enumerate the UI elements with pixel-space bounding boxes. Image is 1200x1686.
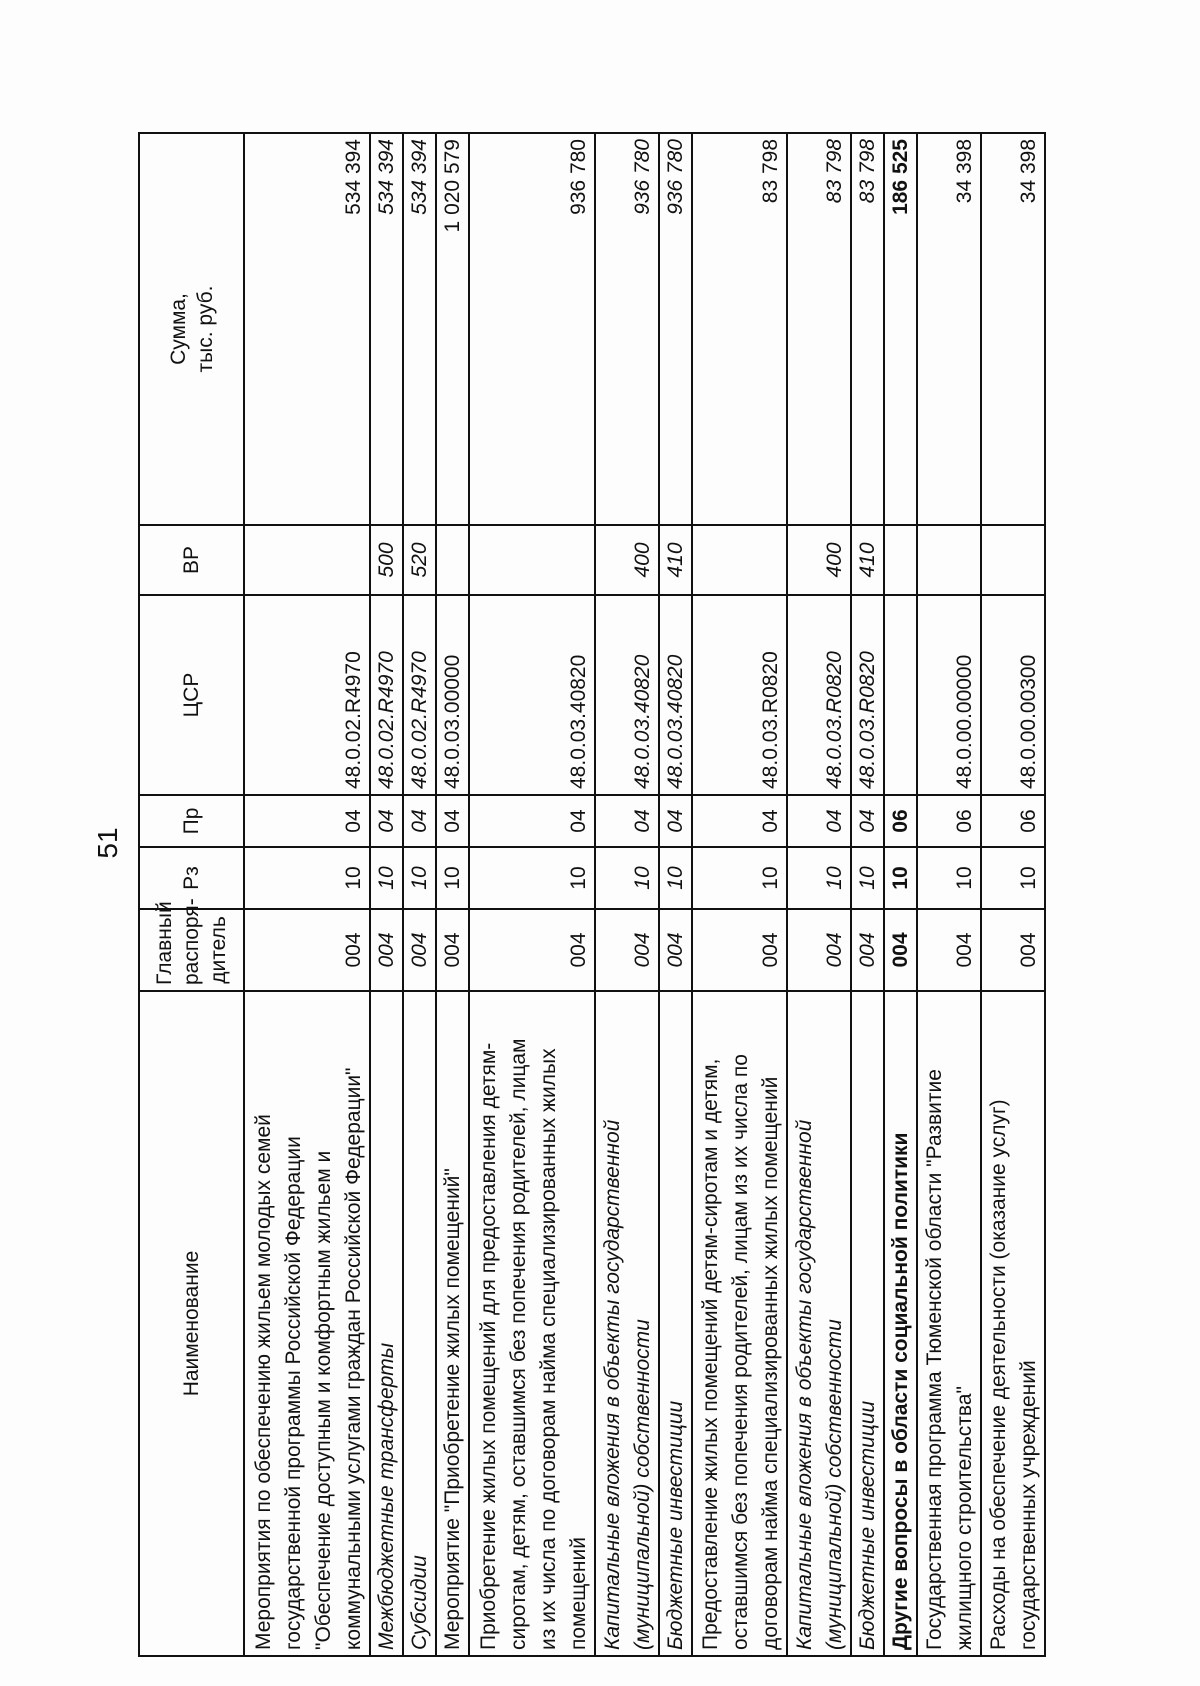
cell-name-line: Мероприятия по обеспечению жильем молодых семей <box>251 1114 275 1650</box>
cell-section: 10 <box>595 847 659 909</box>
cell-name-line: (муниципальной) собственности <box>822 1319 846 1650</box>
cell-target-article <box>884 595 917 795</box>
cell-chief-administrator: 004 <box>595 909 659 991</box>
cell-amount: 534 394 <box>403 133 436 525</box>
cell-expense-type <box>981 525 1045 595</box>
cell-amount: 534 394 <box>370 133 403 525</box>
cell-section: 10 <box>787 847 851 909</box>
cell-subsection: 04 <box>595 795 659 847</box>
cell-expense-type <box>917 525 981 595</box>
cell-section: 10 <box>436 847 469 909</box>
cell-target-article: 48.0.03.R0820 <box>692 595 787 795</box>
header-name <box>139 991 244 1656</box>
table-row <box>917 133 981 1656</box>
cell-subsection: 04 <box>851 795 884 847</box>
cell-name-line: Другие вопросы в области социальной политики <box>888 1132 912 1650</box>
cell-name <box>403 991 436 1656</box>
cell-subsection: 04 <box>436 795 469 847</box>
cell-expense-type: 410 <box>851 525 884 595</box>
cell-expense-type: 520 <box>403 525 436 595</box>
header-gr-line: дитель <box>207 916 230 984</box>
cell-target-article: 48.0.03.00000 <box>436 595 469 795</box>
table-rotated <box>138 134 1046 1657</box>
table-row <box>659 133 692 1656</box>
cell-chief-administrator: 004 <box>917 909 981 991</box>
cell-amount: 83 798 <box>787 133 851 525</box>
cell-chief-administrator: 004 <box>659 909 692 991</box>
header-gr-line: Главный <box>153 901 176 985</box>
cell-target-article: 48.0.03.R0820 <box>851 595 884 795</box>
cell-amount: 936 780 <box>595 133 659 525</box>
table-row <box>981 133 1045 1656</box>
cell-subsection: 04 <box>692 795 787 847</box>
cell-section: 10 <box>884 847 917 909</box>
header-sum-line: тыс. руб. <box>193 285 217 373</box>
table-row <box>403 133 436 1656</box>
cell-name <box>884 991 917 1656</box>
cell-name <box>692 991 787 1656</box>
header-vr-text: ВР <box>180 546 203 575</box>
cell-section: 10 <box>981 847 1045 909</box>
cell-name-line: жилищного строительства" <box>952 1386 976 1650</box>
cell-subsection: 04 <box>659 795 692 847</box>
cell-name-line: "Обеспечение доступным и комфортным жильем и <box>311 1150 335 1650</box>
cell-amount: 34 398 <box>917 133 981 525</box>
cell-chief-administrator: 004 <box>469 909 595 991</box>
cell-chief-administrator: 004 <box>436 909 469 991</box>
table-row <box>595 133 659 1656</box>
cell-name <box>787 991 851 1656</box>
table-row <box>244 133 370 1656</box>
table-header-row <box>139 133 244 1656</box>
header-sum-line: Сумма, <box>166 293 190 365</box>
cell-name-line: Бюджетные инвестиции <box>663 1400 687 1650</box>
cell-name-line: помещений <box>566 1537 590 1650</box>
cell-name-line: государственной программы Российской Федерации <box>281 1136 305 1650</box>
cell-section: 10 <box>469 847 595 909</box>
table-row <box>436 133 469 1656</box>
cell-name-line: оставшимся без попечения родителей, лицам из их числа по <box>728 1054 752 1650</box>
cell-section: 10 <box>244 847 370 909</box>
cell-name-line: договорам найма специализированных жилых помещений <box>758 1076 782 1650</box>
cell-name <box>595 991 659 1656</box>
cell-amount: 186 525 <box>884 133 917 525</box>
cell-target-article: 48.0.02.R4970 <box>244 595 370 795</box>
cell-target-article: 48.0.03.R0820 <box>787 595 851 795</box>
cell-name-line: Мероприятие "Приобретение жилых помещений" <box>440 1168 464 1650</box>
cell-name-line: Бюджетные инвестиции <box>855 1400 879 1650</box>
cell-expense-type <box>884 525 917 595</box>
cell-target-article: 48.0.00.00000 <box>917 595 981 795</box>
cell-expense-type <box>244 525 370 595</box>
cell-expense-type <box>469 525 595 595</box>
cell-expense-type: 500 <box>370 525 403 595</box>
cell-subsection: 04 <box>469 795 595 847</box>
cell-subsection: 06 <box>917 795 981 847</box>
cell-chief-administrator: 004 <box>692 909 787 991</box>
cell-name <box>436 991 469 1656</box>
cell-subsection: 04 <box>787 795 851 847</box>
header-pr-text: Пр <box>180 807 203 835</box>
cell-name <box>370 991 403 1656</box>
cell-name-line: Капитальные вложения в объекты государственной <box>600 1119 624 1650</box>
cell-name-line: сиротам, детям, оставшимся без попечения родителей, лицам <box>506 1038 530 1650</box>
header-gr-line: распоря- <box>180 898 203 985</box>
table-body <box>244 133 1045 1656</box>
cell-name <box>981 991 1045 1656</box>
cell-amount: 83 798 <box>692 133 787 525</box>
cell-amount: 936 780 <box>469 133 595 525</box>
cell-chief-administrator: 004 <box>370 909 403 991</box>
page-number: 51 <box>92 827 123 859</box>
cell-name-line: государственных учреждений <box>1017 1360 1040 1650</box>
cell-section: 10 <box>370 847 403 909</box>
cell-name <box>851 991 884 1656</box>
cell-amount: 34 398 <box>981 133 1045 525</box>
cell-chief-administrator: 004 <box>244 909 370 991</box>
cell-section: 10 <box>917 847 981 909</box>
budget-table <box>138 132 1046 1657</box>
cell-section: 10 <box>659 847 692 909</box>
cell-amount: 936 780 <box>659 133 692 525</box>
table-row <box>692 133 787 1656</box>
table-rotation-frame <box>138 134 1046 1657</box>
cell-name-line: Государственная программа Тюменской области "Развитие <box>922 1069 946 1650</box>
cell-name-line: коммунальными услугами граждан Российской Федерации" <box>341 1067 365 1650</box>
cell-section: 10 <box>403 847 436 909</box>
cell-amount: 83 798 <box>851 133 884 525</box>
cell-target-article: 48.0.03.40820 <box>659 595 692 795</box>
cell-subsection: 04 <box>403 795 436 847</box>
cell-chief-administrator: 004 <box>787 909 851 991</box>
cell-name-line: Межбюджетные трансферты <box>374 1342 398 1650</box>
cell-target-article: 48.0.02.R4970 <box>370 595 403 795</box>
table-row <box>370 133 403 1656</box>
cell-subsection: 06 <box>884 795 917 847</box>
table-row <box>851 133 884 1656</box>
cell-target-article: 48.0.00.00300 <box>981 595 1045 795</box>
cell-name-line: Предоставление жилых помещений детям-сиротам и детям, <box>698 1058 722 1650</box>
cell-name-line: Приобретение жилых помещений для предоставления детям- <box>476 1042 500 1650</box>
header-amount <box>139 133 244 525</box>
table-row <box>787 133 851 1656</box>
cell-chief-administrator: 004 <box>981 909 1045 991</box>
cell-amount: 1 020 579 <box>436 133 469 525</box>
cell-subsection: 06 <box>981 795 1045 847</box>
cell-name <box>469 991 595 1656</box>
header-target-article <box>139 595 244 795</box>
cell-name-line: (муниципальной) собственности <box>630 1319 654 1650</box>
cell-target-article: 48.0.03.40820 <box>469 595 595 795</box>
cell-chief-administrator: 004 <box>884 909 917 991</box>
cell-expense-type <box>436 525 469 595</box>
cell-name <box>917 991 981 1656</box>
cell-subsection: 04 <box>370 795 403 847</box>
cell-target-article: 48.0.03.40820 <box>595 595 659 795</box>
cell-subsection: 04 <box>244 795 370 847</box>
header-rz-text: Рз <box>180 866 203 890</box>
cell-expense-type: 400 <box>787 525 851 595</box>
cell-chief-administrator: 004 <box>851 909 884 991</box>
cell-expense-type <box>692 525 787 595</box>
table-row <box>469 133 595 1656</box>
cell-name-line: Капитальные вложения в объекты государственной <box>792 1119 816 1650</box>
header-csr-text: ЦСР <box>180 672 203 718</box>
header-subsection <box>139 795 244 847</box>
cell-target-article: 48.0.02.R4970 <box>403 595 436 795</box>
cell-expense-type: 410 <box>659 525 692 595</box>
cell-section: 10 <box>692 847 787 909</box>
cell-name <box>244 991 370 1656</box>
cell-name-line: Субсидии <box>407 1555 431 1650</box>
cell-expense-type: 400 <box>595 525 659 595</box>
cell-name <box>659 991 692 1656</box>
table-row <box>884 133 917 1656</box>
cell-amount: 534 394 <box>244 133 370 525</box>
cell-section: 10 <box>851 847 884 909</box>
cell-name-line: из их числа по договорам найма специализированных жилых <box>536 1048 560 1650</box>
cell-name-line: Расходы на обеспечение деятельности (оказание услуг) <box>987 1099 1010 1650</box>
header-chief-administrator <box>139 898 244 991</box>
header-name-text: Наименование <box>180 1250 203 1397</box>
header-expense-type <box>139 525 244 595</box>
cell-chief-administrator: 004 <box>403 909 436 991</box>
